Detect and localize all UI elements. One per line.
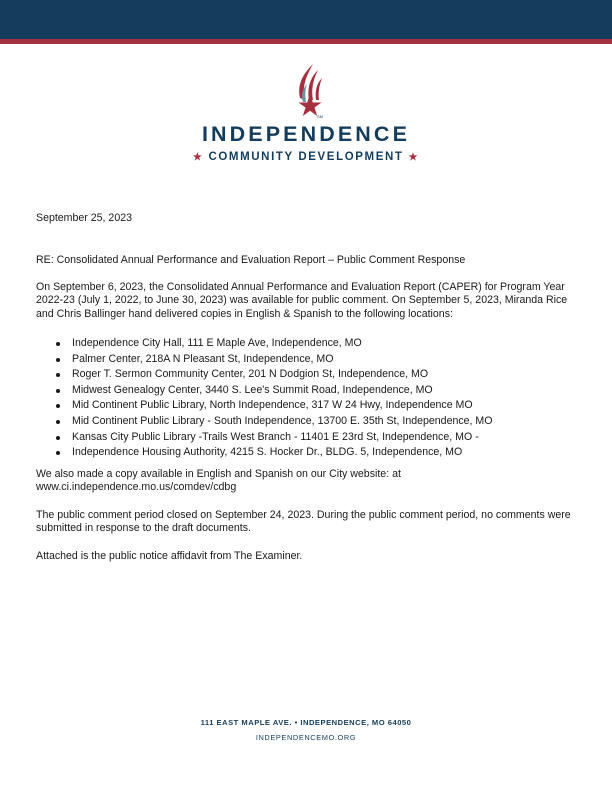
list-item: Roger T. Sermon Community Center, 201 N Dodgion St, Independence, MO — [36, 367, 576, 383]
subject-line: RE: Consolidated Annual Performance and Evaluation Report – Public Comment Response — [36, 254, 466, 266]
brand-subtitle-text: COMMUNITY DEVELOPMENT — [208, 151, 404, 163]
list-item: Mid Continent Public Library, North Independence, 317 W 24 Hwy, Independence MO — [36, 398, 576, 414]
list-item: Palmer Center, 218A N Pleasant St, Independence, MO — [36, 352, 576, 368]
letter-date: September 25, 2023 — [36, 212, 133, 224]
header-band — [0, 0, 612, 39]
website-paragraph: We also made a copy available in English and Spanish on our City website: at www.ci.independence.mo.us/comdev/cdbg — [36, 468, 401, 494]
intro-paragraph: On September 6, 2023, the Consolidated Annual Performance and Evaluation Report (CAPER) for Program Year 2022-23 (July 1, 2022, to June 30, 2023) was available for public comment. On September 5, 2023, Miranda Rice and Chris Ballinger hand delivered copies in English & Spanish to the following locations: — [36, 281, 568, 320]
header-stripe — [0, 39, 612, 44]
comment-period-paragraph: The public comment period closed on September 24, 2023. During the public comment period, no comments were submitted in response to the draft documents. — [36, 509, 571, 535]
list-item: Independence Housing Authority, 4215 S. Hocker Dr., BLDG. 5, Independence, MO — [36, 445, 576, 461]
flame-star-logo-icon — [291, 62, 331, 120]
list-item: Independence City Hall, 111 E Maple Ave, Independence, MO — [36, 336, 576, 352]
brand-name: INDEPENDENCE — [201, 122, 411, 146]
star-icon: ★ — [408, 152, 420, 163]
locations-list — [36, 336, 576, 461]
brand-subtitle — [0, 151, 612, 163]
footer-address: 111 EAST MAPLE AVE. • INDEPENDENCE, MO 64050 — [200, 718, 412, 727]
list-item: Kansas City Public Library -Trails West Branch - 11401 E 23rd St, Independence, MO - — [36, 430, 576, 446]
list-item: Midwest Genealogy Center, 3440 S. Lee's Summit Road, Independence, MO — [36, 383, 576, 399]
footer-website: INDEPENDENCEMO.ORG — [255, 733, 357, 742]
attachment-paragraph: Attached is the public notice affidavit from The Examiner. — [36, 550, 303, 562]
list-item: Mid Continent Public Library - South Independence, 13700 E. 35th St, Independence, MO — [36, 414, 576, 430]
star-icon: ★ — [192, 152, 204, 163]
svg-text:SM: SM — [317, 114, 323, 119]
